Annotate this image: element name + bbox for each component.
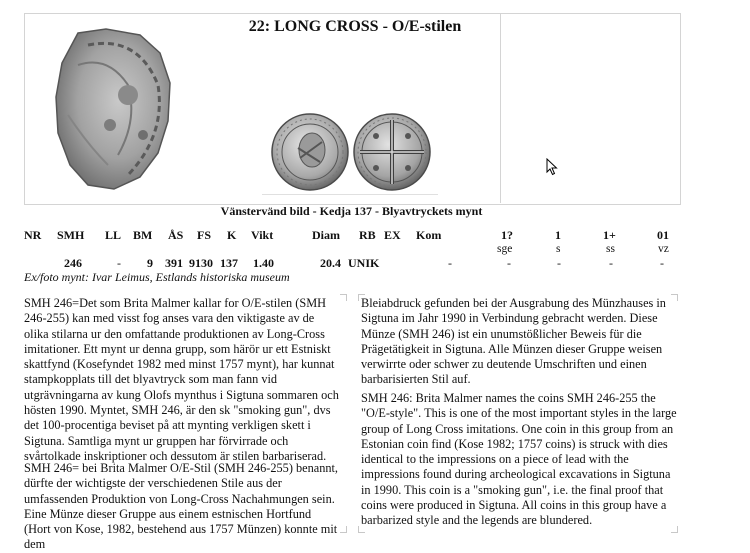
- grade-sub-sge: sge: [497, 243, 513, 255]
- cell-rb: UNIK: [348, 256, 380, 270]
- col-header-diam: Diam: [312, 228, 340, 242]
- grade-sub-ss: ss: [606, 243, 615, 255]
- col-header-ll: LL: [105, 228, 122, 242]
- col-header-kom: Kom: [416, 228, 442, 242]
- col-header-1plus: 1+: [603, 228, 616, 242]
- cell-smh: 246: [64, 256, 82, 270]
- cell-grade-1plus: -: [609, 256, 613, 270]
- col-header-01: 01: [657, 228, 669, 242]
- right-german-paragraph: Bleiabdruck gefunden bei der Ausgrabung des Münzhauses in Sigtuna im Jahr 1990 in Verbindung gebracht werden. Diese Münze (SMH 246) ist ein unumstößlicher Beweis für die Prägetätigkeit in Sigtuna. Alle Münzen dieser Gruppe weisen verwirrte oder schwer zu deutende Umschriften und einen barbarisierten Stil auf.: [361, 296, 666, 387]
- col-header-1: 1: [555, 228, 561, 242]
- corner-mark: [340, 294, 347, 301]
- corner-mark: [340, 526, 347, 533]
- cell-grade-1: -: [557, 256, 561, 270]
- coin-obverse-image: [270, 112, 350, 192]
- left-swedish-paragraph: SMH 246=Det som Brita Malmer kallar for O/E-stilen (SMH 246-255) kan med visst fog anses vara den viktigaste av de olika stilarna ur den omfattande produktionen av Long-Cross imitationer. Ett mynt ur denna grupp, som härör ur ett Estniskt skattfynd (Kosefyndet 1982 med minst 1757 mynt), har kunnat stampkopplats till det blyavtryck som man fann vid utgrävningarna av kung Olofs mynthus i Sigtuna sommaren och hösten 1990. Myntet, SMH 246, är den sk "smoking gun", dvs det 100-procentiga beviset på att mynting verkligen skett i Sigtuna. Samtliga mynt ur gruppen har förvirrade och svårtolkade inskriptioner och dessutom är stilen barbariserad.: [24, 296, 339, 463]
- cell-ll: -: [117, 256, 121, 270]
- photo-credit: Ex/foto mynt: Ivar Leimus, Estlands historiska museum: [24, 270, 290, 284]
- cell-grade-01: -: [660, 256, 664, 270]
- cell-vikt: 1.40: [253, 256, 274, 270]
- left-german-paragraph: SMH 246= bei Brita Malmer O/E-Stil (SMH 246-255) benannt, dürfte der wichtigste der verschiedenen Stile aus der umfassenden Produktion von Long-Cross Nachahmungen sein. Eine Münze dieser Gruppe aus einem estnischen Hortfund (Hort von Kose, 1982, bestehend aus 1757 Münzen) konnte mit dem: [24, 461, 338, 552]
- col-header-1q: 1?: [501, 228, 513, 242]
- cell-diam: 20.4: [320, 256, 341, 270]
- right-english-paragraph: SMH 246: Brita Malmer names the coins SMH 246-255 the "O/E-style". This is one of the most important styles in the large group of Long Cross imitations. One coin in this group from an Estonian coin find (Kose 1982; 1757 coins) is struck with dies identical to the impressions on a piece of lead with the impressions found during archeological excavations in Sigtuna in 1990. This coin is a "smoking gun", i.e. the final proof that coins were produced in Sigtuna. All coins in this group have a barbarized style and the legends are blundered.: [361, 391, 677, 528]
- cell-k: 137: [220, 256, 238, 270]
- cell-as: 391: [165, 256, 183, 270]
- col-header-as: ÅS: [168, 228, 184, 242]
- cell-fs: 9130: [189, 256, 213, 270]
- grade-sub-vz: vz: [658, 243, 669, 255]
- col-header-vikt: Vikt: [251, 228, 274, 242]
- col-header-nr: NR: [24, 228, 42, 242]
- panel-divider: [500, 13, 501, 203]
- col-header-smh: SMH: [57, 228, 85, 242]
- lead-impression-image: [48, 25, 178, 195]
- col-header-rb: RB: [359, 228, 376, 242]
- col-header-k: K: [227, 228, 237, 242]
- grade-sub-s: s: [556, 243, 561, 255]
- coin-reverse-image: [352, 112, 432, 192]
- col-header-fs: FS: [197, 228, 212, 242]
- col-header-bm: BM: [133, 228, 153, 242]
- cell-bm: 9: [147, 256, 153, 270]
- cell-kom: -: [448, 256, 452, 270]
- image-caption: Vänstervänd bild - Kedja 137 - Blyavtryckets mynt: [220, 204, 483, 218]
- coin-baseline: [262, 194, 438, 195]
- page-title: 22: LONG CROSS - O/E-stilen: [248, 18, 462, 35]
- mouse-cursor-icon: [546, 158, 558, 176]
- col-header-ex: EX: [384, 228, 401, 242]
- cell-grade-1q: -: [507, 256, 511, 270]
